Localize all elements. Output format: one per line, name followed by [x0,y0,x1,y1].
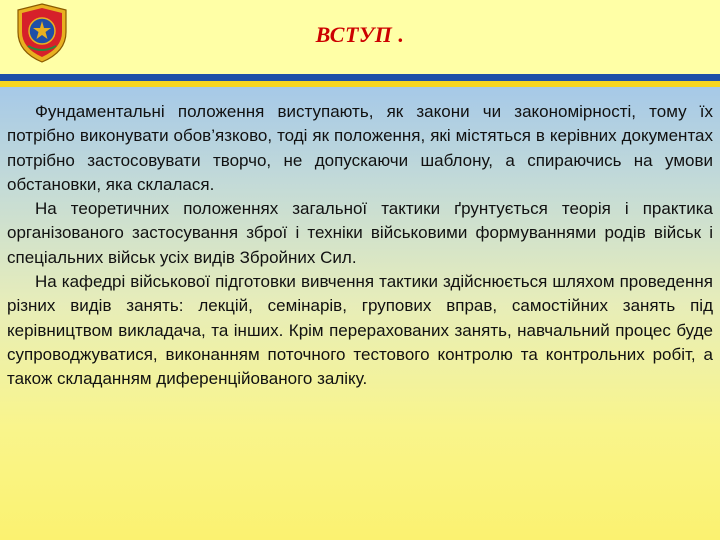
paragraph-fundamentals: Фундаментальні положення виступають, як закони чи закономірності, тому їх потрібно виконувати обов’язково, тоді як положення, які містяться в керівних документах потрібно застосовувати творчо, не допускаючи шаблону, а спираючись на умови обстановки, яка склалася. [7,102,713,194]
paragraph-theory: На теоретичних положеннях загальної тактики ґрунтується теорія і практика організованого застосування зброї і техніки військовими формуваннями родів військ і спеціальних військ усіх видів Збройних Сил. [7,199,713,267]
header-divider-blue [0,74,720,81]
paragraph-department: На кафедрі військової підготовки вивчення тактики здійснюється шляхом проведення різних видів занять: лекцій, семінарів, групових вправ, самостійних занять під керівництвом викладача, та інших. Крім перерахованих занять, навчальний процес буде супроводжуватися, виконанням поточного тестового контролю та контрольних робіт, а також складанням диференційованого заліку. [7,272,713,389]
page-title: ВСТУП . [315,22,405,47]
body-text [7,100,713,392]
header [0,0,720,74]
